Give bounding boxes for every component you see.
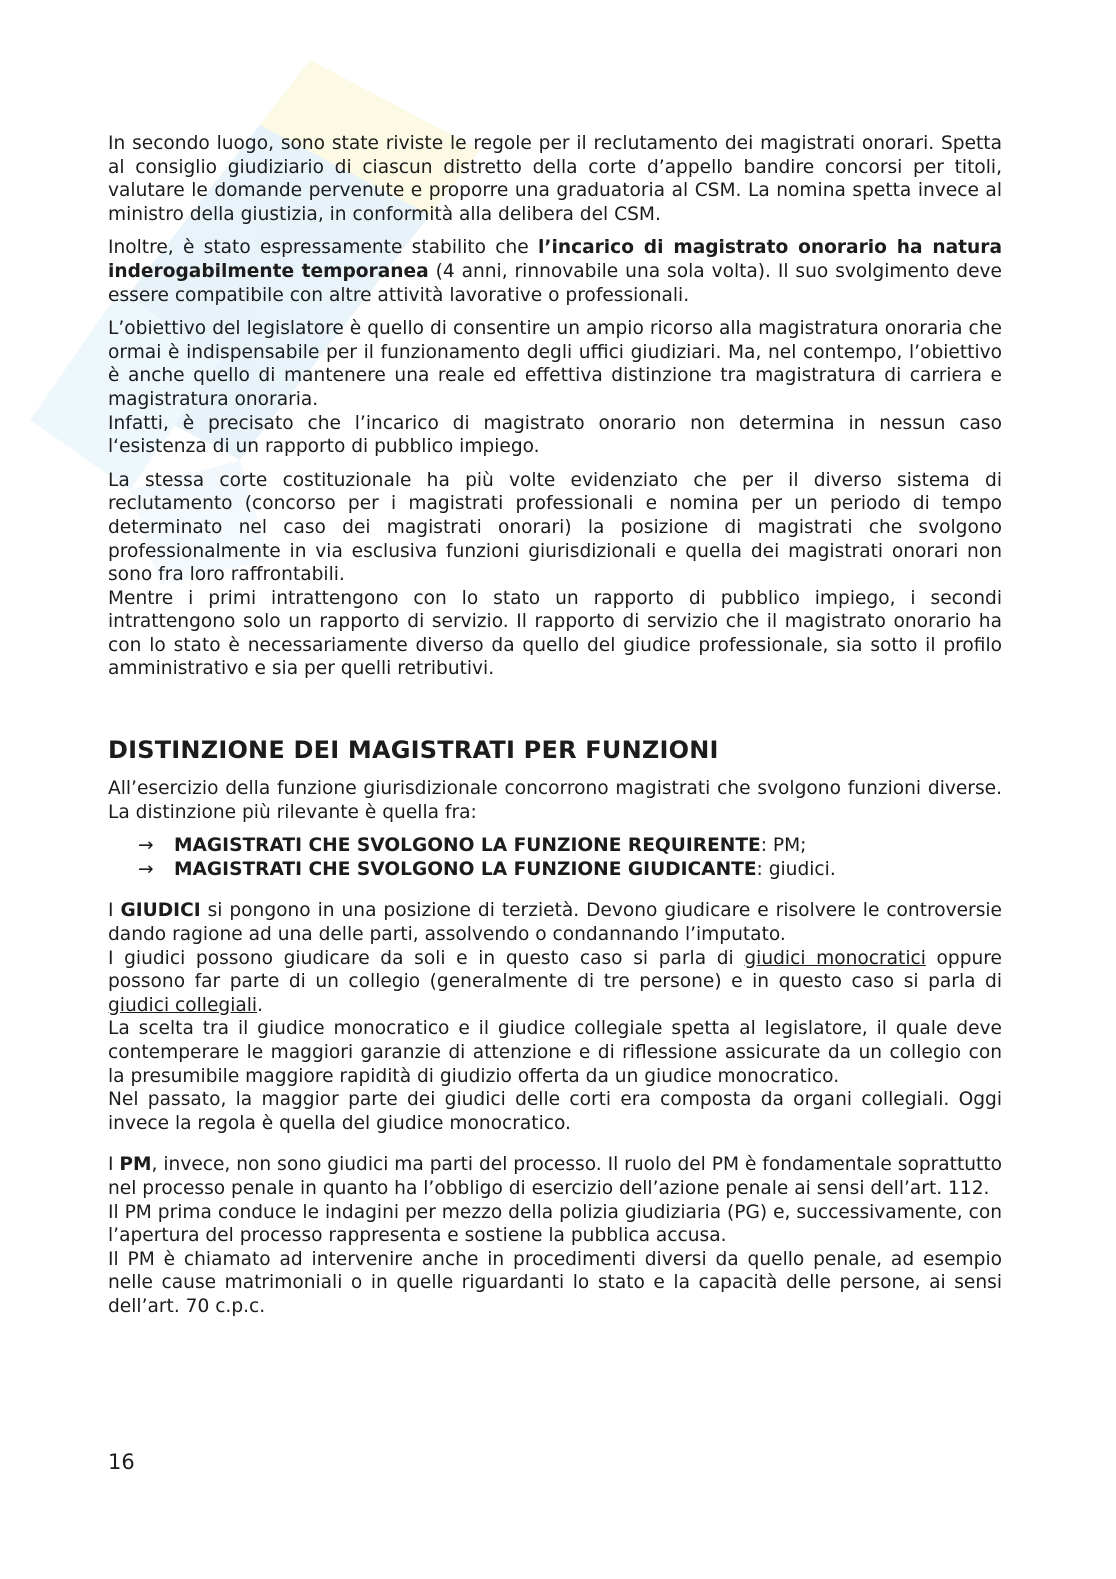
functions-list [138,834,1002,881]
page-number: 16 [108,1450,135,1474]
paragraph-no-public-employment: Infatti, è precisato che l’incarico di magistrato onorario non determina in nessun caso l‘esistenza di un rapporto di pubblico impiego. [108,412,1002,458]
paragraph-temporary-office: Inoltre, è stato espressamente stabilito che l’incarico di magistrato onorario ha natura inderogabilmente temporanea (4 anni, rinnovabile una sola volta). Il suo svolgimento deve essere compatibile con altre attività lavorative o professionali. [108,237,1002,306]
section-lead: All’esercizio della funzione giurisdizionale concorrono magistrati che svolgono funzioni diverse. La distinzione più rilevante è quella fra: [108,778,1002,823]
paragraph-service-relationship: Mentre i primi intrattengono con lo stato un rapporto di pubblico impiego, i secondi intrattengono solo un rapporto di servizio. Il rapporto di servizio che il magistrato onorario ha con lo stato è necessariamente diverso da quello del giudice professionale, sia sotto il profilo amministrativo e sia per quelli retributivi. [108,587,1002,680]
term-giudici-monocratici: giudici monocratici [744,947,926,969]
paragraph-legislator-objective: L’obiettivo del legislatore è quello di consentire un ampio ricorso alla magistratura onoraria che ormai è indispensabile per il funzionamento degli uffici giudiziari. Ma, nel contempo, l’obiettivo è anche quello di mantenere una reale ed effettiva distinzione tra magistratura di carriera e magistratura onoraria. [108,318,1002,410]
list-item: → MAGISTRATI CHE SVOLGONO LA FUNZIONE REQUIRENTE: PM; [138,835,807,857]
paragraph-giudici-types: I giudici possono giudicare da soli e in questo caso si parla di giudici monocratici oppure possono far parte di un collegio (generalmente di tre persone) e in questo caso si parla di giudici collegiali. [108,947,1002,1016]
paragraph-constitutional-court: La stessa corte costituzionale ha più volte evidenziato che per il diverso sistema di reclutamento (concorso per i magistrati professionali e nomina per un periodo di tempo determinato nel caso dei magistrati onorari) la posizione di magistrati che svolgono professionalmente in via esclusiva funzioni giurisdizionali e quella dei magistrati onorari non sono fra loro raffrontabili. [108,469,1002,586]
paragraph-pm-investigation: Il PM prima conduce le indagini per mezzo della polizia giudiziaria (PG) e, successivamente, con l’apertura del processo rappresenta e sostiene la pubblica accusa. [108,1201,1002,1247]
paragraph-giudici-history: Nel passato, la maggior parte dei giudici delle corti era composta da organi collegiali. Oggi invece la regola è quella del giudice monocratico. [108,1089,1002,1134]
paragraph-giudici-choice: La scelta tra il giudice monocratico e il giudice collegiale spetta al legislatore, il quale deve contemperare le maggiori garanzie di attenzione e di riflessione assicurate da un collegio con la presumibile maggiore rapidità di giudizio offerta da un giudice monocratico. [108,1018,1002,1087]
paragraph-recruitment: In secondo luogo, sono state riviste le regole per il reclutamento dei magistrati onorari. Spetta al consiglio giudiziario di ciascun distretto della corte d’appello bandire concorsi per titoli, valutare le domande pervenute e proporre una graduatoria al CSM. La nomina spetta invece al ministro della giustizia, in conformità alla delibera del CSM. [108,133,1002,225]
arrow-right-icon: → [138,858,154,880]
arrow-right-icon: → [138,835,154,857]
term-giudici-collegiali: giudici collegiali [108,994,258,1016]
paragraph-pm-intro: I PM, invece, non sono giudici ma parti del processo. Il ruolo del PM è fondamentale soprattutto nel processo penale in quanto ha l’obbligo di esercizio dell’azione penale ai sensi dell’art. 112. [108,1154,1002,1199]
paragraph-giudici-intro: I GIUDICI si pongono in una posizione di terzietà. Devono giudicare e risolvere le controversie dando ragione ad una delle parti, assolvendo o condannando l’imputato. [108,900,1002,946]
list-item: → MAGISTRATI CHE SVOLGONO LA FUNZIONE GIUDICANTE: giudici. [138,858,836,880]
document-body [108,132,1002,1319]
paragraph-pm-other-proceedings: Il PM è chiamato ad intervenire anche in procedimenti diversi da quello penale, ad esempio nelle cause matrimoniali o in quelle riguardanti lo stato e la capacità delle persone, ai sensi dell’art. 70 c.p.c. [108,1248,1002,1317]
section-heading: DISTINZIONE DEI MAGISTRATI PER FUNZIONI [108,736,719,765]
